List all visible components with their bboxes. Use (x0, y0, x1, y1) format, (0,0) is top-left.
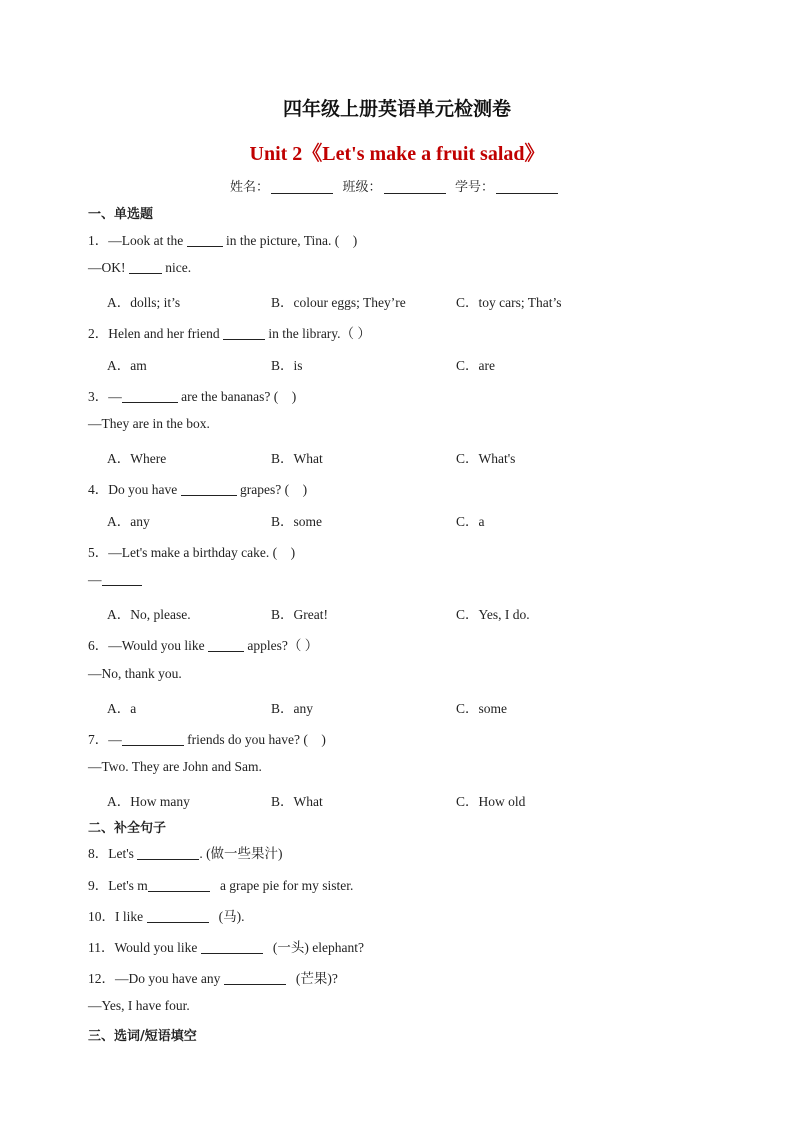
option-c[interactable]: C．How old (456, 794, 526, 809)
question-9: 9．Let's m a grape pie for my sister. (88, 878, 354, 893)
student-info (0, 176, 794, 196)
option-a[interactable]: A．am (107, 358, 147, 373)
question-7: 7．— friends do you have? ( ) (88, 732, 326, 747)
answer-blank[interactable] (224, 971, 286, 985)
answer-blank[interactable] (201, 940, 263, 954)
answer-blank[interactable] (148, 878, 210, 892)
question-6-reply: —No, thank you. (88, 666, 182, 681)
option-b[interactable]: B．is (271, 358, 303, 373)
option-b[interactable]: B．Great! (271, 607, 328, 622)
option-a[interactable]: A．How many (107, 794, 190, 809)
option-c[interactable]: C．Yes, I do. (456, 607, 530, 622)
question-7-reply: —Two. They are John and Sam. (88, 759, 262, 774)
question-1: 1．—Look at the in the picture, Tina. ( ) (88, 233, 358, 248)
name-label: 姓名： (229, 180, 269, 195)
answer-blank[interactable] (147, 909, 209, 923)
question-12-reply: —Yes, I have four. (88, 998, 190, 1013)
answer-blank[interactable] (137, 846, 199, 860)
question-11: 11．Would you like (一头) elephant? (88, 940, 364, 955)
option-a[interactable]: A．a (107, 701, 137, 716)
option-b[interactable]: B．some (271, 514, 323, 529)
id-blank[interactable] (496, 179, 558, 194)
question-2: 2．Helen and her friend in the library.（ ） (88, 326, 371, 341)
answer-blank[interactable] (122, 732, 184, 746)
option-c[interactable]: C．are (456, 358, 495, 373)
option-b[interactable]: B．What (271, 451, 323, 466)
answer-blank[interactable] (129, 260, 162, 274)
question-6: 6．—Would you like apples?（ ） (88, 638, 319, 653)
option-b[interactable]: B．any (271, 701, 313, 716)
option-c[interactable]: C．What's (456, 451, 516, 466)
unit-title: Unit 2《Let's make a fruit salad》 (249, 143, 545, 165)
option-b[interactable]: B．colour eggs; They’re (271, 295, 406, 310)
option-a[interactable]: A．Where (107, 451, 167, 466)
id-label: 学号： (455, 180, 495, 195)
option-c[interactable]: C．a (456, 514, 485, 529)
question-3-reply: —They are in the box. (88, 416, 210, 431)
answer-blank[interactable] (208, 638, 244, 652)
question-8: 8．Let's . (做一些果汁) (88, 846, 283, 861)
section-heading-1: 一、单选题 (88, 207, 154, 222)
question-5: 5．—Let's make a birthday cake. ( ) (88, 545, 296, 560)
question-3: 3．— are the bananas? ( ) (88, 389, 297, 404)
question-4: 4．Do you have grapes? ( ) (88, 482, 308, 497)
question-10: 10．I like (马). (88, 909, 245, 924)
section-heading-3: 三、选词/短语填空 (88, 1029, 197, 1044)
class-blank[interactable] (384, 179, 446, 194)
option-a[interactable]: A．No, please. (107, 607, 191, 622)
option-c[interactable]: C．toy cars; That’s (456, 295, 562, 310)
page-title: 四年级上册英语单元检测卷 (282, 98, 511, 120)
option-a[interactable]: A．any (107, 514, 150, 529)
answer-blank[interactable] (181, 482, 237, 496)
class-label: 班级： (342, 180, 382, 195)
answer-blank[interactable] (187, 233, 223, 247)
answer-blank[interactable] (122, 389, 178, 403)
option-c[interactable]: C．some (456, 701, 508, 716)
question-12: 12．—Do you have any (芒果)? (88, 971, 338, 986)
question-1-reply: —OK! nice. (88, 260, 192, 275)
section-heading-2: 二、补全句子 (88, 821, 167, 836)
name-blank[interactable] (271, 179, 333, 194)
option-a[interactable]: A．dolls; it’s (107, 295, 181, 310)
answer-blank[interactable] (102, 572, 142, 586)
answer-blank[interactable] (223, 326, 265, 340)
option-b[interactable]: B．What (271, 794, 323, 809)
question-5-reply: — (88, 572, 142, 588)
